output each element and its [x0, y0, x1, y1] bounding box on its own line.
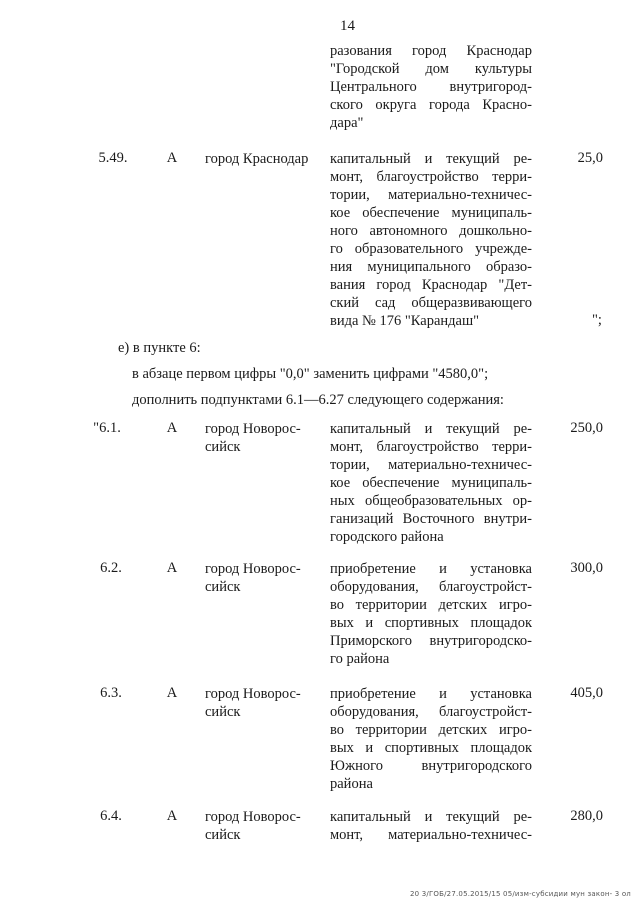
city-line: сийск — [205, 579, 241, 595]
row-category: А — [166, 808, 178, 824]
text-line: оборудования, благоустройст- — [330, 704, 532, 720]
text-line: во территории детских игро- — [330, 597, 532, 613]
text-line: монт, благоустройство терри- — [330, 169, 532, 185]
text-line: вида № 176 "Карандаш" — [330, 313, 480, 329]
text-line: капитальный и текущий ре- — [330, 809, 532, 825]
row-description — [330, 420, 532, 546]
text-line: приобретение и установка — [330, 686, 532, 702]
text-line: ного автономного дошкольно- — [330, 223, 532, 239]
document-footer: 20 3/ГОБ/27.05.2015/15 05/изм-субсидии мун закон- 3 ол — [410, 890, 631, 898]
row-category: А — [166, 150, 178, 166]
text-line: вых и спортивных площадок — [330, 615, 532, 631]
row-category: А — [166, 420, 178, 436]
page-number: 14 — [340, 18, 355, 34]
row-amount: 280,0 — [570, 808, 603, 824]
row-number: 6.3. — [100, 685, 122, 701]
row-description — [330, 685, 532, 793]
text-line: капитальный и текущий ре- — [330, 151, 532, 167]
row-number: "6.1. — [93, 420, 121, 436]
text-line: вых и спортивных площадок — [330, 740, 532, 756]
paragraph-add-subitems: дополнить подпунктами 6.1—6.27 следующего содержания: — [132, 392, 504, 408]
text-line: оборудования, благоустройст- — [330, 579, 532, 595]
text-line: "Городской дом культуры — [330, 61, 532, 77]
text-line: ский сад общеразвивающего — [330, 295, 532, 311]
text-line: приобретение и установка — [330, 561, 532, 577]
text-line: вания город Краснодар "Дет- — [330, 277, 532, 293]
text-line: Центрального внутригород- — [330, 79, 532, 95]
row-city — [205, 150, 315, 168]
row-number: 6.2. — [100, 560, 122, 576]
city-line: город Новорос- — [205, 686, 301, 702]
text-line: ского округа города Красно- — [330, 97, 532, 113]
text-line: Южного внутригородского — [330, 758, 532, 774]
text-line: ния муниципального образо- — [330, 259, 532, 275]
text-line: разования город Краснодар — [330, 43, 532, 59]
row-description — [330, 560, 532, 668]
row-city — [205, 685, 315, 721]
row-city — [205, 420, 315, 456]
text-line: ганизаций Восточного внутри- — [330, 511, 532, 527]
row-description — [330, 808, 532, 844]
text-line: капитальный и текущий ре- — [330, 421, 532, 437]
continuation-text — [330, 42, 532, 132]
text-line: городского района — [330, 529, 444, 545]
text-line: района — [330, 776, 373, 792]
row-amount: 250,0 — [570, 420, 603, 436]
text-line: го района — [330, 651, 390, 667]
row-amount: 25,0 — [577, 150, 603, 166]
city-line: город Новорос- — [205, 809, 301, 825]
text-line: монт, материально-техничес- — [330, 827, 532, 843]
city-line: сийск — [205, 704, 241, 720]
closing-quote: "; — [592, 312, 602, 328]
paragraph-e: е) в пункте 6: — [118, 340, 201, 356]
text-line: кое обеспечение муниципаль- — [330, 205, 532, 221]
row-category: А — [166, 560, 178, 576]
row-category: А — [166, 685, 178, 701]
city-line: сийск — [205, 827, 241, 843]
text-line: во территории детских игро- — [330, 722, 532, 738]
text-line: кое обеспечение муниципаль- — [330, 475, 532, 491]
city-line: город Краснодар — [205, 151, 309, 167]
row-number: 6.4. — [100, 808, 122, 824]
row-city — [205, 560, 315, 596]
text-line: Приморского внутригородско- — [330, 633, 532, 649]
text-line: го образовательного учрежде- — [330, 241, 532, 257]
row-amount: 405,0 — [570, 685, 603, 701]
city-line: сийск — [205, 439, 241, 455]
text-line: ных общеобразовательных ор- — [330, 493, 532, 509]
text-line: дара" — [330, 115, 364, 131]
city-line: город Новорос- — [205, 421, 301, 437]
paragraph-first-abzac: в абзаце первом цифры "0,0" заменить цифрами "4580,0"; — [132, 366, 489, 382]
row-amount: 300,0 — [570, 560, 603, 576]
city-line: город Новорос- — [205, 561, 301, 577]
row-number: 5.49. — [98, 150, 128, 166]
text-line: тории, материально-техничес- — [330, 187, 532, 203]
row-city — [205, 808, 315, 844]
row-description — [330, 150, 532, 330]
text-line: тории, материально-техничес- — [330, 457, 532, 473]
text-line: монт, благоустройство терри- — [330, 439, 532, 455]
